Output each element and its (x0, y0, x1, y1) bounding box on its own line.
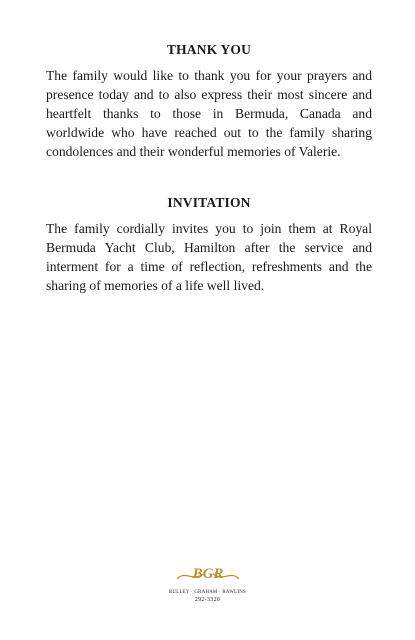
thank-you-heading: THANK YOU (166, 42, 252, 57)
bgr-monogram-logo-icon (173, 562, 243, 584)
invitation-section (46, 195, 372, 295)
invitation-body: The family cordially invites you to join them at Royal Bermuda Yacht Club, Hamilton after the service and interment for a time of reflection, refreshments and the sharing of memories of a life well lived. (46, 221, 372, 293)
svg-text:BGR: BGR (192, 566, 223, 582)
funeral-home-logo (0, 562, 415, 604)
funeral-home-name: BULLEY · GRAHAM · RAWLINS (168, 590, 247, 595)
funeral-home-phone: 292-3320 (194, 597, 221, 603)
thank-you-body: The family would like to thank you for your prayers and presence today and to also express their most sincere and heartfelt thanks to those in Bermuda, Canada and worldwide who have reached out to the family sharing condolences and their wonderful memories of Valerie. (46, 68, 372, 159)
invitation-heading: INVITATION (167, 195, 251, 210)
thank-you-section (46, 42, 372, 161)
